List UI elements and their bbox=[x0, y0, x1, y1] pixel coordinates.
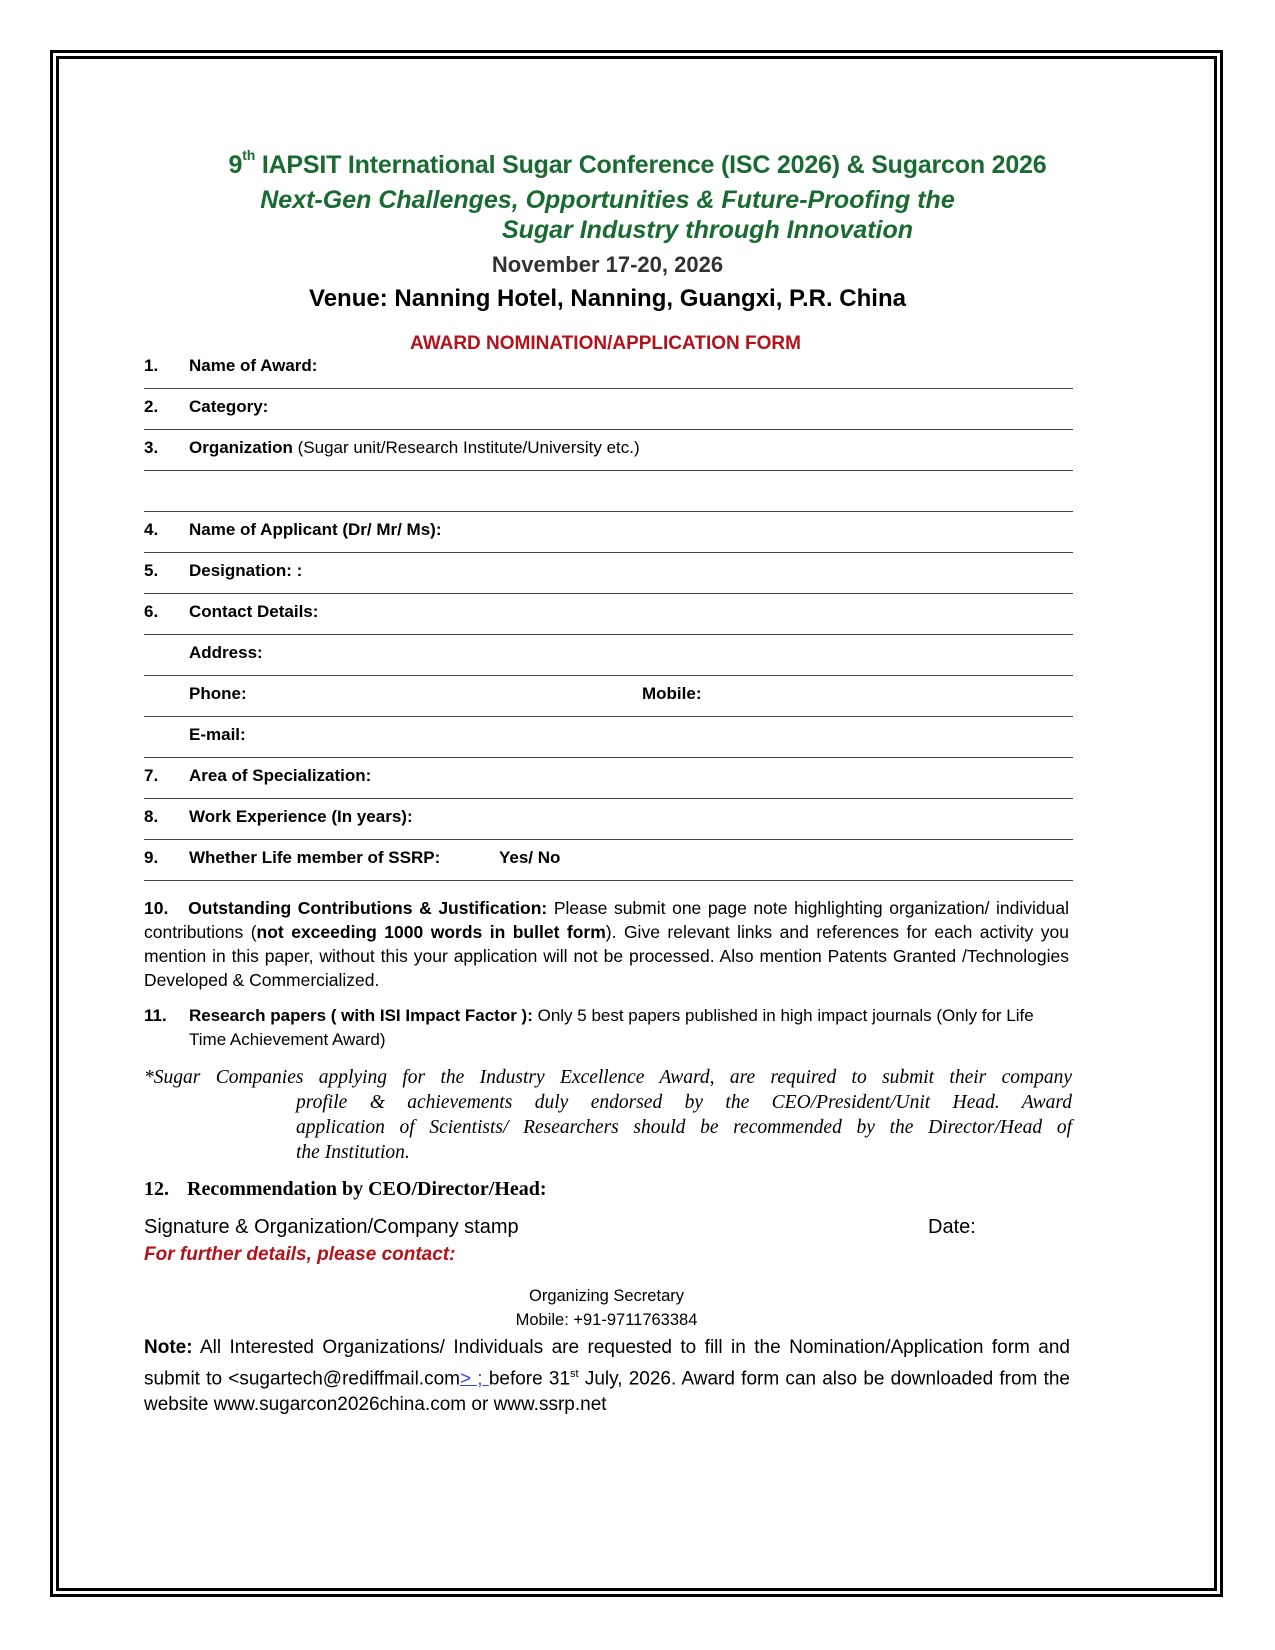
sugar-companies-note bbox=[144, 1065, 1072, 1165]
field-life-member[interactable] bbox=[144, 840, 1073, 881]
deadline-suffix: st bbox=[570, 1368, 579, 1380]
mobile-label: Mobile: bbox=[642, 684, 702, 703]
field-label: Designation: : bbox=[189, 561, 303, 580]
field-address[interactable] bbox=[144, 635, 1073, 676]
conference-title bbox=[0, 147, 1275, 180]
field-number: 1. bbox=[144, 356, 159, 375]
note-line-2: profile & achievements duly endorsed by the CEO/President/Unit Head. Award bbox=[296, 1092, 1072, 1113]
ordinal-suffix: th bbox=[242, 147, 256, 163]
field-label: Contact Details: bbox=[189, 602, 319, 621]
field-label: Area of Specialization: bbox=[189, 766, 372, 785]
field-designation[interactable] bbox=[144, 553, 1073, 594]
field-number: 9. bbox=[144, 848, 159, 867]
section-12-recommendation bbox=[144, 1178, 547, 1201]
section-number: 11. bbox=[144, 1006, 167, 1025]
signature-field[interactable]: Signature & Organization/Company stamp bbox=[144, 1216, 519, 1238]
organizing-secretary: Organizing Secretary bbox=[529, 1287, 684, 1305]
field-label bbox=[189, 438, 640, 458]
field-number: 7. bbox=[144, 766, 159, 785]
field-area-of-specialization[interactable] bbox=[144, 758, 1073, 799]
field-label: Address: bbox=[189, 643, 263, 662]
field-work-experience[interactable] bbox=[144, 799, 1073, 840]
email-link[interactable]: > ; bbox=[459, 1368, 489, 1390]
word-limit: not exceeding 1000 words in bullet form bbox=[256, 922, 606, 942]
field-organization-continued[interactable] bbox=[144, 471, 1073, 512]
contact-heading: For further details, please contact: bbox=[144, 1244, 456, 1265]
field-number: 3. bbox=[144, 438, 159, 457]
field-organization[interactable] bbox=[144, 430, 1073, 471]
title-text: IAPSIT International Sugar Conference (ISC 2026) & Sugarcon 2026 bbox=[255, 151, 1047, 179]
field-label: Name of Award: bbox=[189, 356, 318, 375]
field-number: 4. bbox=[144, 520, 159, 539]
field-number: 2. bbox=[144, 397, 159, 416]
field-number: 8. bbox=[144, 807, 159, 826]
section-text: Please submit one page note highlighting organization/ individual contributions ( bbox=[144, 898, 1069, 942]
download-text: July, 2026. Award form can also be downloaded from the website www.sugarcon2026china.com or www.ssrp.net bbox=[144, 1368, 1071, 1416]
section-text-continued: ). Give relevant links and references for each activity you mention in this paper, without this your application will not be processed. Also mention Patents Granted /Technologies Developed & Commercialized. bbox=[144, 922, 1069, 990]
field-label: Name of Applicant (Dr/ Mr/ Ms): bbox=[189, 520, 442, 539]
theme-line-1: Next-Gen Challenges, Opportunities & Future-Proofing the bbox=[260, 186, 955, 214]
field-label: Whether Life member of SSRP: bbox=[189, 848, 441, 867]
field-label: Phone: bbox=[189, 684, 247, 703]
field-label: Work Experience (In years): bbox=[189, 807, 413, 826]
form-title: AWARD NOMINATION/APPLICATION FORM bbox=[410, 333, 801, 354]
note-line-1: *Sugar Companies applying for the Industry Excellence Award, are required to submit their company bbox=[144, 1067, 1072, 1088]
field-label: Category: bbox=[189, 397, 269, 416]
conference-dates: November 17-20, 2026 bbox=[491, 252, 724, 277]
field-number: 6. bbox=[144, 602, 159, 621]
conference-venue: Venue: Nanning Hotel, Nanning, Guangxi, P.R. China bbox=[309, 285, 906, 312]
section-10-contributions bbox=[144, 896, 1069, 992]
section-number: 12. bbox=[144, 1178, 169, 1200]
theme-line-2: Sugar Industry through Innovation bbox=[501, 216, 914, 244]
note-line-3: application of Scientists/ Researchers should be recommended by the Director/Head of bbox=[296, 1117, 1072, 1138]
section-label: Outstanding Contributions & Justification: bbox=[188, 898, 548, 918]
organization-label: Organization bbox=[189, 438, 293, 457]
contact-mobile: Mobile: +91-9711763384 bbox=[515, 1311, 698, 1329]
field-phone[interactable] bbox=[144, 676, 1073, 717]
deadline-text: before 31 bbox=[488, 1368, 571, 1390]
field-contact-details[interactable] bbox=[144, 594, 1073, 635]
note-line-4: the Institution. bbox=[296, 1142, 410, 1163]
field-email[interactable] bbox=[144, 717, 1073, 758]
submission-note bbox=[144, 1335, 1070, 1418]
field-category[interactable] bbox=[144, 389, 1073, 430]
field-applicant-name[interactable] bbox=[144, 512, 1073, 553]
ordinal-number: 9 bbox=[228, 151, 243, 179]
date-field[interactable]: Date: bbox=[928, 1216, 976, 1238]
section-number: 10. bbox=[144, 898, 169, 918]
section-label: Recommendation by CEO/Director/Head: bbox=[187, 1178, 547, 1200]
section-label: Research papers ( with ISI Impact Factor ): bbox=[189, 1006, 533, 1025]
field-number: 5. bbox=[144, 561, 159, 580]
field-name-of-award[interactable] bbox=[144, 348, 1073, 389]
note-indented bbox=[144, 1090, 1072, 1165]
field-label: E-mail: bbox=[189, 725, 246, 744]
section-body bbox=[189, 1004, 1073, 1052]
note-label: Note: bbox=[144, 1337, 193, 1358]
yes-no-option[interactable]: Yes/ No bbox=[499, 848, 561, 867]
note-text: All Interested Organizations/ Individuals are requested to fill in the Nomination/Application form and submit to <sugartech@rediffmail.com bbox=[144, 1337, 1070, 1390]
section-text: Only 5 best papers published in high impact journals (Only for Life Time Achievement Award) bbox=[189, 1006, 1034, 1049]
organization-hint: (Sugar unit/Research Institute/University etc.) bbox=[292, 438, 640, 457]
